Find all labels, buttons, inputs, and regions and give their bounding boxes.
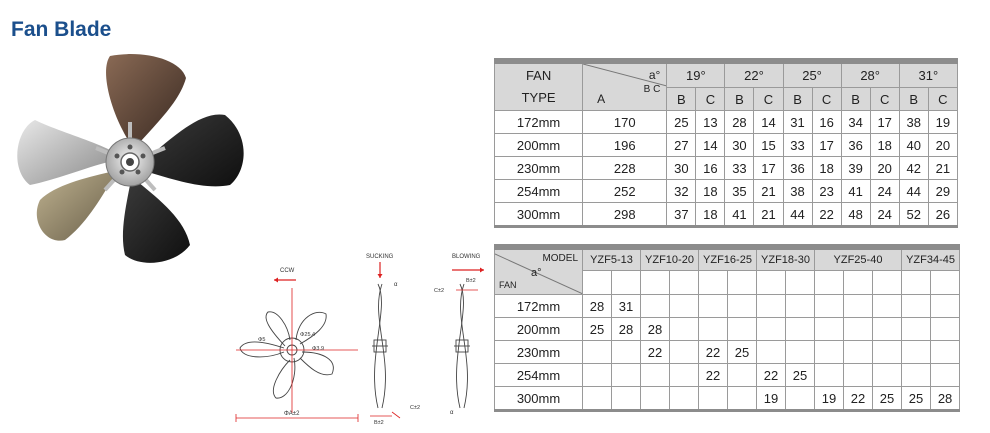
fan-type-cell: 172mm [495,111,583,134]
page-title: Fan Blade [11,18,112,41]
table-row [495,295,960,318]
value-cell [699,318,728,341]
value-cell: 21 [754,203,783,227]
value-cell [699,387,728,411]
value-cell: 33 [783,134,812,157]
value-cell [902,341,931,364]
value-cell [612,387,641,411]
dim-a: ΦA±2 [284,411,300,417]
value-cell [844,364,873,387]
ccw-label: CCW [280,268,295,274]
value-cell: 44 [783,203,812,227]
value-cell: 28 [641,318,670,341]
angle-28-header: 28° [841,64,899,88]
value-cell: 25 [728,341,757,364]
a-cell: 252 [583,180,667,203]
value-cell [728,364,757,387]
value-cell: 20 [928,134,957,157]
value-cell [815,295,844,318]
value-cell: 28 [612,318,641,341]
c-header: C [870,88,899,111]
fan-dimension-drawing [228,248,490,428]
value-cell [757,318,786,341]
sucking-label: SUCKING [366,254,394,260]
table-row [495,318,960,341]
value-cell: 41 [725,203,754,227]
value-cell: 52 [899,203,928,227]
table-row [495,157,958,180]
c-header: C [696,88,725,111]
value-cell [902,318,931,341]
value-cell [786,387,815,411]
value-cell: 22 [699,341,728,364]
value-cell [641,364,670,387]
b-header: B [725,88,754,111]
model-header: YZF34-45 [902,250,960,271]
value-cell [583,387,612,411]
value-cell: 38 [899,111,928,134]
value-cell: 28 [931,387,960,411]
value-cell [670,387,699,411]
value-cell: 16 [696,157,725,180]
value-cell: 32 [667,180,696,203]
value-cell: 21 [754,180,783,203]
a-col-label: A [597,92,606,106]
value-cell: 25 [873,387,902,411]
value-cell [670,364,699,387]
value-cell [902,364,931,387]
value-cell [641,295,670,318]
value-cell: 14 [696,134,725,157]
dim-d25: Φ25.4 [300,332,316,338]
value-cell: 22 [699,364,728,387]
value-cell: 25 [667,111,696,134]
angle-31-header: 31° [899,64,957,88]
c-header: C [928,88,957,111]
value-cell [902,295,931,318]
model-header: YZF25-40 [815,250,902,271]
value-cell: 18 [812,157,841,180]
blowing-label: BLOWING [452,254,481,260]
value-cell [612,341,641,364]
value-cell: 38 [783,180,812,203]
value-cell: 19 [815,387,844,411]
fan-type-header [495,64,583,111]
model-fan-corner-header [495,250,583,295]
a-cell: 196 [583,134,667,157]
value-cell: 44 [899,180,928,203]
value-cell: 31 [612,295,641,318]
model-header: YZF5-13 [583,250,641,271]
value-cell [931,318,960,341]
value-cell [699,295,728,318]
fan-size-cell: 200mm [495,318,583,341]
fan-size-cell: 254mm [495,364,583,387]
value-cell: 41 [841,180,870,203]
value-cell [815,341,844,364]
value-cell: 22 [757,364,786,387]
value-cell [670,318,699,341]
value-cell: 25 [583,318,612,341]
value-cell [786,295,815,318]
value-cell [786,341,815,364]
value-cell [931,364,960,387]
model-header: YZF10-20 [641,250,699,271]
a-cell: 298 [583,203,667,227]
angle-dimension-table [494,58,958,228]
value-cell: 27 [667,134,696,157]
model-fan-table [494,244,960,412]
value-cell: 40 [899,134,928,157]
fan-blade-photo [10,50,250,265]
a-corner-header [583,64,667,111]
model-header: YZF18-30 [757,250,815,271]
value-cell: 22 [844,387,873,411]
dim-d39: Φ3.9 [312,346,325,352]
dim-alpha-blow: α [450,410,454,416]
value-cell: 25 [786,364,815,387]
value-cell [757,295,786,318]
value-cell: 21 [928,157,957,180]
table-row [495,341,960,364]
a-deg-label: a° [648,68,661,82]
value-cell: 19 [757,387,786,411]
angle-22-header: 22° [725,64,783,88]
dim-alpha: α [394,282,398,288]
table-row [495,203,958,227]
table-row [495,134,958,157]
value-cell [873,364,902,387]
value-cell: 22 [641,341,670,364]
fan-size-cell: 172mm [495,295,583,318]
value-cell [873,318,902,341]
value-cell [844,341,873,364]
value-cell: 36 [783,157,812,180]
value-cell: 28 [583,295,612,318]
value-cell: 17 [870,111,899,134]
value-cell [583,341,612,364]
table-row [495,387,960,411]
value-cell: 15 [754,134,783,157]
value-cell: 37 [667,203,696,227]
value-cell [873,341,902,364]
dim-c-blow: C±2 [434,288,445,294]
value-cell [583,364,612,387]
value-cell: 14 [754,111,783,134]
value-cell [815,318,844,341]
value-cell: 36 [841,134,870,157]
fan-size-cell: 300mm [495,387,583,411]
value-cell: 13 [696,111,725,134]
value-cell: 16 [812,111,841,134]
table-row [495,111,958,134]
value-cell: 39 [841,157,870,180]
value-cell [931,295,960,318]
value-cell: 30 [725,134,754,157]
b-header: B [841,88,870,111]
value-cell: 34 [841,111,870,134]
value-cell: 23 [812,180,841,203]
value-cell: 33 [725,157,754,180]
type-label: TYPE [521,90,556,105]
value-cell [728,295,757,318]
fan-label: FAN [525,68,552,83]
value-cell: 29 [928,180,957,203]
fan-type-cell: 300mm [495,203,583,227]
value-cell: 18 [870,134,899,157]
value-cell: 24 [870,180,899,203]
b-header: B [899,88,928,111]
value-cell [873,295,902,318]
value-cell: 18 [696,180,725,203]
value-cell: 30 [667,157,696,180]
angle-19-header: 19° [667,64,725,88]
table-row [495,180,958,203]
a-cell: 228 [583,157,667,180]
value-cell [641,387,670,411]
value-cell: 18 [696,203,725,227]
value-cell [670,295,699,318]
value-cell [844,318,873,341]
a-cell: 170 [583,111,667,134]
c-header: C [812,88,841,111]
bc-label: B C [643,84,661,95]
value-cell: 35 [725,180,754,203]
dim-d5: Φ5 [258,337,266,343]
value-cell: 42 [899,157,928,180]
value-cell [844,295,873,318]
b-header: B [667,88,696,111]
c-header: C [754,88,783,111]
dim-b-blow: B±2 [466,278,476,284]
value-cell [612,364,641,387]
model-header: YZF16-25 [699,250,757,271]
value-cell [728,387,757,411]
fan-type-cell: 200mm [495,134,583,157]
value-cell: 48 [841,203,870,227]
value-cell [757,341,786,364]
fan-size-cell: 230mm [495,341,583,364]
value-cell: 28 [725,111,754,134]
value-cell: 17 [812,134,841,157]
value-cell: 25 [902,387,931,411]
value-cell [728,318,757,341]
value-cell [815,364,844,387]
table-row [495,364,960,387]
value-cell: 31 [783,111,812,134]
fan-type-cell: 254mm [495,180,583,203]
dim-b: B±2 [374,420,384,426]
value-cell [786,318,815,341]
angle-25-header: 25° [783,64,841,88]
value-cell [670,341,699,364]
value-cell [931,341,960,364]
a-deg-label: a° [531,267,542,279]
value-cell: 26 [928,203,957,227]
value-cell: 17 [754,157,783,180]
value-cell: 19 [928,111,957,134]
model-label: MODEL [542,253,578,264]
b-header: B [783,88,812,111]
value-cell: 22 [812,203,841,227]
value-cell: 20 [870,157,899,180]
fan-type-cell: 230mm [495,157,583,180]
dim-c: C±2 [410,405,421,411]
fan-label: FAN [499,280,517,290]
value-cell: 24 [870,203,899,227]
